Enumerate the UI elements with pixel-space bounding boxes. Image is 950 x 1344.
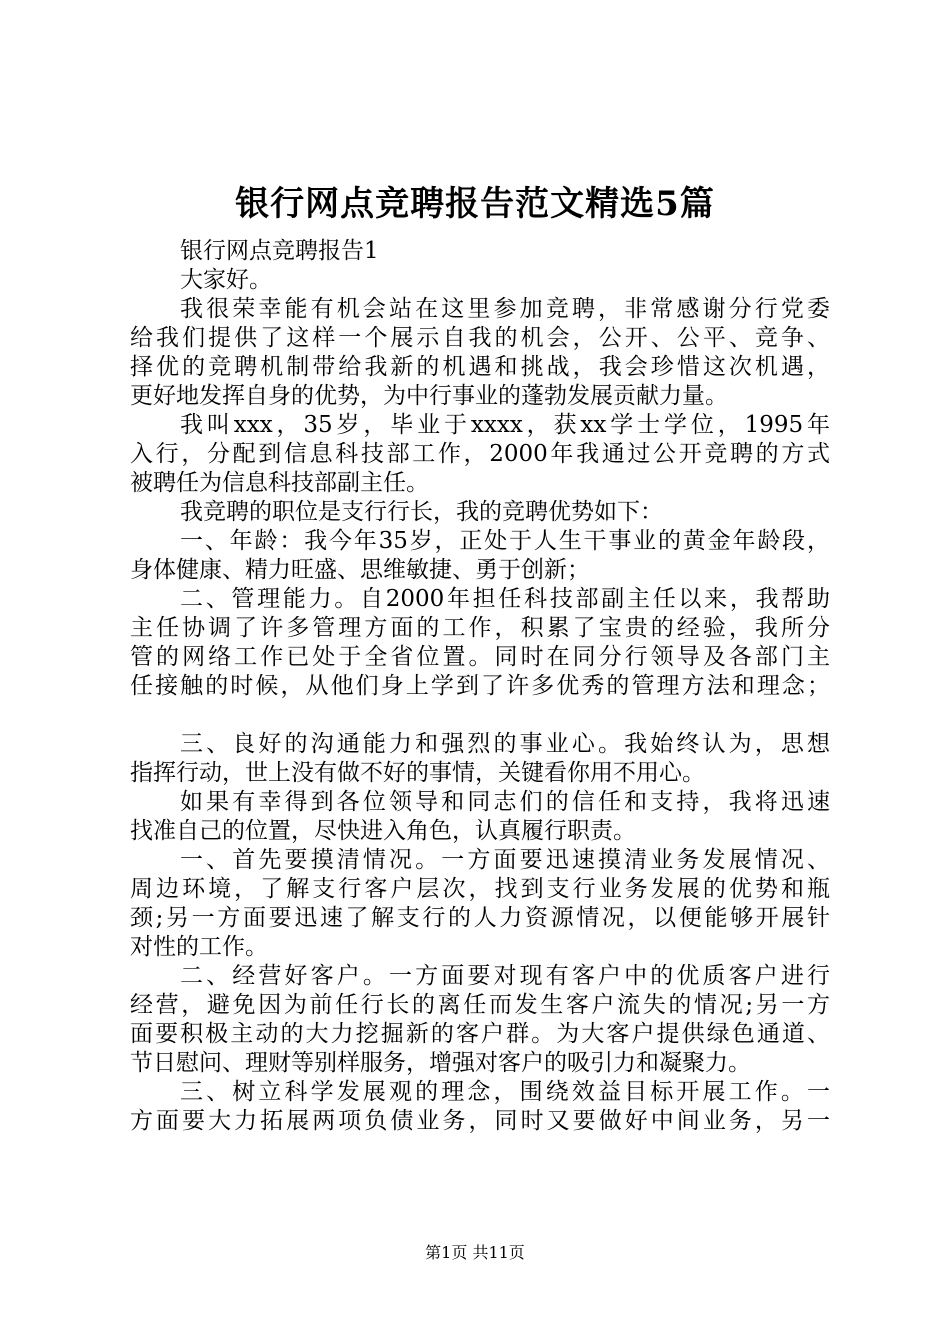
section-heading: 银行网点竞聘报告1 xyxy=(180,238,379,264)
paragraph-line: 颈;另一方面要迅速了解支行的人力资源情况，以便能够开展针 xyxy=(130,905,830,931)
document-title: 银行网点竞聘报告范文精选5篇 xyxy=(235,184,715,224)
paragraph-line: 身体健康、精力旺盛、思维敏捷、勇于创新； xyxy=(130,557,590,583)
paragraph-line: 对性的工作。 xyxy=(130,934,268,960)
paragraph-line: 三、树立科学发展观的理念，围绕效益目标开展工作。一 xyxy=(180,1079,830,1105)
paragraph-line: 管的网络工作已处于全省位置。同时在同分行领导及各部门主 xyxy=(130,644,830,670)
paragraph-line: 一、年龄：我今年35岁，正处于人生干事业的黄金年龄段， xyxy=(180,528,830,554)
paragraph-line: 择优的竞聘机制带给我新的机遇和挑战，我会珍惜这次机遇， xyxy=(130,354,830,380)
paragraph-line: 节日慰问、理财等别样服务，增强对客户的吸引力和凝聚力。 xyxy=(130,1050,751,1076)
paragraph-line: 我竞聘的职位是支行行长，我的竞聘优势如下： xyxy=(180,499,663,525)
blank-line xyxy=(130,701,830,730)
paragraph-line: 更好地发挥自身的优势，为中行事业的蓬勃发展贡献力量。 xyxy=(130,383,728,409)
paragraph-line: 一、首先要摸清情况。一方面要迅速摸清业务发展情况、 xyxy=(180,847,830,873)
paragraph-line: 指挥行动，世上没有做不好的事情，关键看你用不用心。 xyxy=(130,760,705,786)
paragraph-line: 周边环境，了解支行客户层次，找到支行业务发展的优势和瓶 xyxy=(130,876,830,902)
paragraph-line: 三、良好的沟通能力和强烈的事业心。我始终认为，思想 xyxy=(180,731,830,757)
document-body xyxy=(130,237,830,1136)
greeting-line: 大家好。 xyxy=(180,267,272,293)
paragraph-line: 二、管理能力。自2000年担任科技部副主任以来，我帮助 xyxy=(180,586,830,612)
paragraph-line: 任接触的时候，从他们身上学到了许多优秀的管理方法和理念； xyxy=(130,673,830,699)
paragraph-line: 给我们提供了这样一个展示自我的机会，公开、公平、竞争、 xyxy=(130,325,830,351)
paragraph-line: 找准自己的位置，尽快进入角色，认真履行职责。 xyxy=(130,818,636,844)
paragraph-line: 我叫xxx，35岁，毕业于xxxx，获xx学士学位，1995年 xyxy=(180,412,830,438)
paragraph-line: 方面要大力拓展两项负债业务，同时又要做好中间业务，另一 xyxy=(130,1108,830,1134)
paragraph-line: 经营，避免因为前任行长的离任而发生客户流失的情况;另一方 xyxy=(130,992,830,1018)
paragraph-line: 主任协调了许多管理方面的工作，积累了宝贵的经验，我所分 xyxy=(130,615,830,641)
paragraph-line: 面要积极主动的大力挖掘新的客户群。为大客户提供绿色通道、 xyxy=(130,1021,830,1047)
paragraph-line: 二、经营好客户。一方面要对现有客户中的优质客户进行 xyxy=(180,963,830,989)
paragraph-line: 被聘任为信息科技部副主任。 xyxy=(130,470,429,496)
paragraph-line: 如果有幸得到各位领导和同志们的信任和支持，我将迅速 xyxy=(180,789,830,815)
paragraph-line: 入行，分配到信息科技部工作，2000年我通过公开竞聘的方式 xyxy=(130,441,830,467)
paragraph-line: 我很荣幸能有机会站在这里参加竞聘，非常感谢分行党委 xyxy=(180,296,830,322)
page-number: 第1页 共11页 xyxy=(425,1243,525,1262)
